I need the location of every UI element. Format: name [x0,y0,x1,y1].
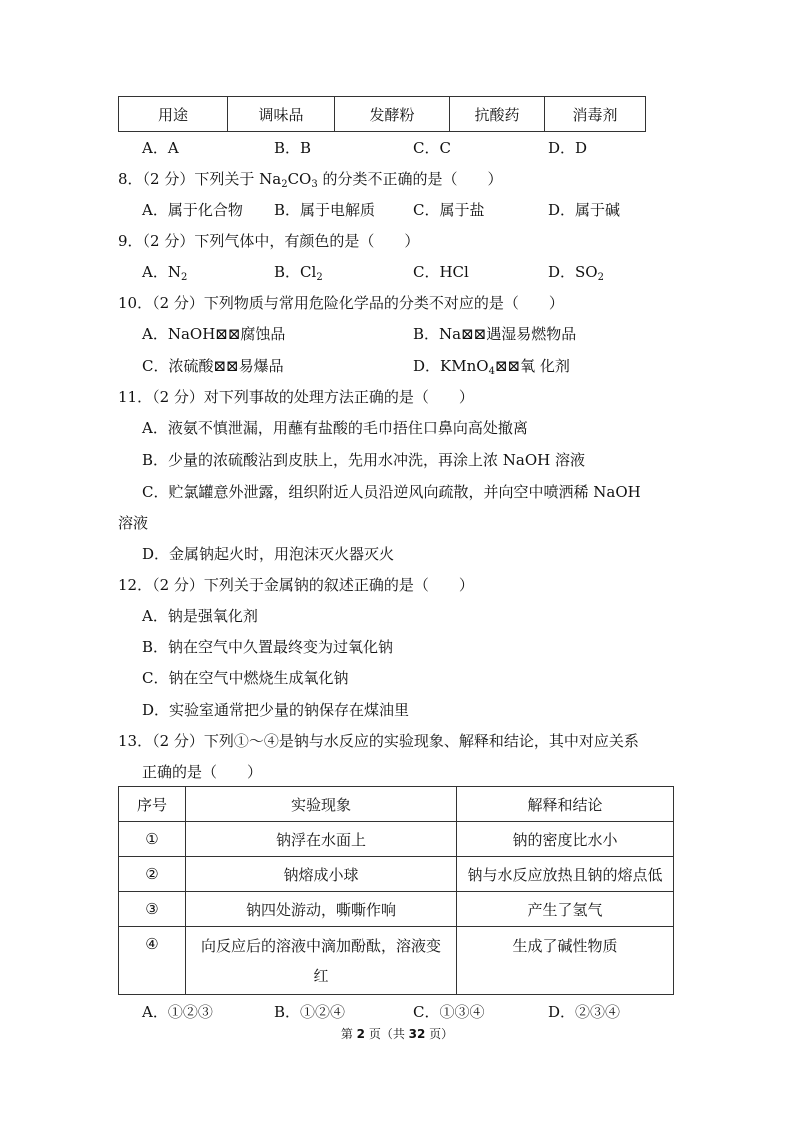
q11-option-a: A．液氨不慎泄漏，用蘸有盐酸的毛巾捂住口鼻向高处撤离 [142,419,528,437]
q12-option-a: A．钠是强氧化剂 [142,607,258,625]
q12-option-c: C．钠在空气中燃烧生成氧化钠 [142,669,349,687]
q7-option-a: A．A [142,139,179,157]
q7-option-b: B．B [274,139,312,157]
table-cell: 调味品 [228,97,335,132]
q7-option-d: D．D [548,139,588,157]
experiment-table [118,786,674,995]
q8-stem: 8．（2 分）下列关于 $Na_2CO_3$ 的分类不正确的是（ ） [118,170,503,190]
q10-stem: 10．（2 分）下列物质与常用危险化学品的分类不对应的是（ ） [118,294,564,312]
q10-option-c: C．浓硫酸⊠⊠易爆品 [142,357,284,375]
table-row [119,822,674,857]
table-row [119,892,674,927]
q12-option-b: B．钠在空气中久置最终变为过氧化钠 [142,638,394,656]
table-header: 解释和结论 [457,787,674,822]
table-cell: 钠与水反应放热且钠的熔点低 [457,857,674,892]
q9-stem: 9．（2 分）下列气体中，有颜色的是（ ） [118,232,420,250]
table-header: 序号 [119,787,186,822]
q12-option-d: D．实验室通常把少量的钠保存在煤油里 [142,701,410,719]
table-cell: ① [119,822,186,857]
q10-option-a: A．NaOH⊠⊠腐蚀品 [142,325,286,343]
q13-stem-cont: 正确的是（ ） [142,763,263,781]
table-cell: 抗酸药 [450,97,545,132]
q11-option-b: B．少量的浓硫酸沾到皮肤上，先用水冲洗，再涂上浓 NaOH 溶液 [142,451,586,469]
page-footer: 第 2 页（共 32 页） [340,1027,454,1041]
table-cell: 产生了氢气 [457,892,674,927]
q12-stem: 12．（2 分）下列关于金属钠的叙述正确的是（ ） [118,576,474,594]
q9-option-d: D．$SO_2$ [548,263,604,283]
q13-stem: 13．（2 分）下列①～④是钠与水反应的实验现象、解释和结论，其中对应关系 [118,732,639,750]
table-cell: 钠熔成小球 [186,857,457,892]
table-cell: ② [119,857,186,892]
table-cell: ④ [119,927,186,995]
table-header: 实验现象 [186,787,457,822]
q13-option-c: C．①③④ [413,1003,485,1021]
q13-option-b: B．①②④ [274,1003,346,1021]
q10-option-d: D．KMnO$_4$⊠⊠氧 化剂 [413,357,570,377]
table-cell: ③ [119,892,186,927]
table-cell: 生成了碱性物质 [457,927,674,995]
q8-option-c: C．属于盐 [413,201,485,219]
q11-option-c-cont: 溶液 [118,514,149,532]
q7-option-c: C．C [413,139,451,157]
q9-option-b: B．$Cl_2$ [274,263,323,283]
table-row [119,97,646,132]
q11-option-c: C．贮氯罐意外泄露，组织附近人员沿逆风向疏散，并向空中喷洒稀 NaOH [142,483,641,501]
q11-option-d: D．金属钠起火时，用泡沫灭火器灭火 [142,545,395,563]
q8-option-a: A．属于化合物 [142,201,243,219]
q10-option-b: B．Na⊠⊠遇湿易燃物品 [413,325,577,343]
q9-option-c: C．HCl [413,263,469,281]
table-cell: 钠浮在水面上 [186,822,457,857]
table-cell: 发酵粉 [335,97,450,132]
q9-option-a: A．$N_2$ [142,263,188,283]
table-cell: 钠的密度比水小 [457,822,674,857]
q8-option-d: D．属于碱 [548,201,621,219]
table-row [119,927,674,995]
table-row [119,857,674,892]
table-cell: 钠四处游动，嘶嘶作响 [186,892,457,927]
q11-stem: 11．（2 分）对下列事故的处理方法正确的是（ ） [118,388,474,406]
usage-table [118,96,646,132]
table-header-row [119,787,674,822]
table-cell: 向反应后的溶液中滴加酚酞，溶液变红 [186,927,457,995]
table-cell: 消毒剂 [545,97,646,132]
q13-option-a: A．①②③ [142,1003,213,1021]
q8-option-b: B．属于电解质 [274,201,376,219]
q13-option-d: D．②③④ [548,1003,621,1021]
table-cell: 用途 [119,97,228,132]
